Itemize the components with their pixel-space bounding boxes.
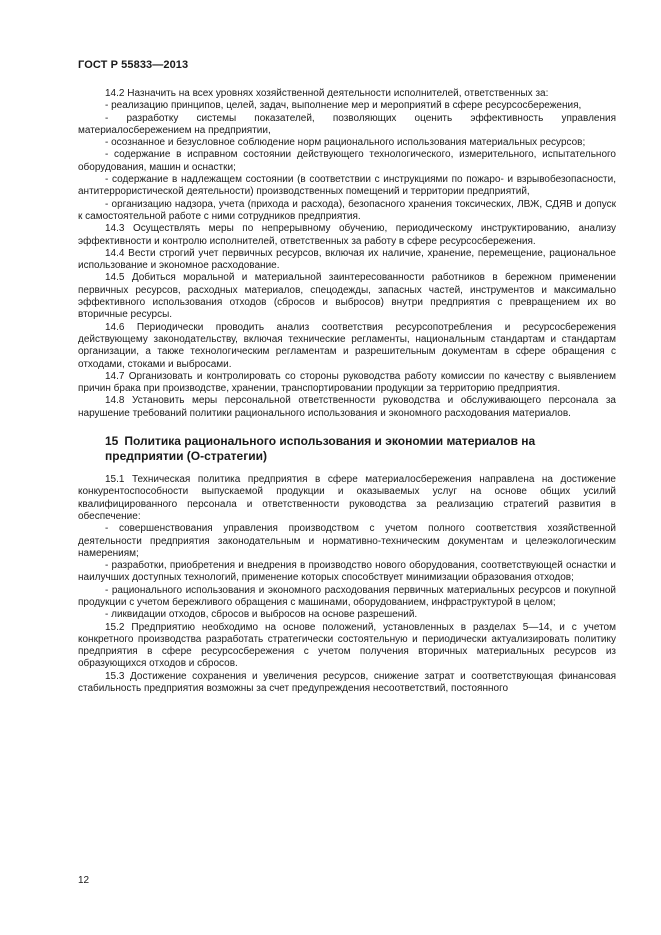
list-item: - рационального использования и экономного расходования первичных материальных ресурсов и покупной продукции с учетом бережливого обращения с машинами, оборудованием, инфраструктурой в целом; <box>78 584 616 608</box>
paragraph-14-6: 14.6 Периодически проводить анализ соответствия ресурсопотребления и ресурсосбережения действующему законодательству, включая технические регламенты, национальным стандартам и стандартам организации, а также технологическим регламентам и разрешительным документам в сфере обращения с отходами, стоками и выбросами. <box>78 321 616 370</box>
list-item: - реализацию принципов, целей, задач, выполнение мер и мероприятий в сфере ресурсосбережения, <box>105 100 582 112</box>
list-item: - разработки, приобретения и внедрения в производство нового оборудования, соответствующей оснастки и наилучших доступных технологий, применение которых способствует минимизации образования отходов; <box>78 560 616 584</box>
paragraph-14-4: 14.4 Вести строгий учет первичных ресурсов, включая их наличие, хранение, перемещение, рациональное использование и экономное расходование. <box>78 247 616 272</box>
paragraph-15-1: 15.1 Техническая политика предприятия в сфере материалосбережения направлена на достижение конкурентоспособности выпускаемой продукции и оказываемых услуг на основе общих усилий квалифицированного персонала и ответственности руководства за реализацию стратегий развития в обеспечение: <box>78 474 616 522</box>
paragraph-14-2: 14.2 Назначить на всех уровнях хозяйственной деятельности исполнителей, ответственных за: <box>105 88 549 99</box>
document-header: ГОСТ Р 55833—2013 <box>78 59 189 71</box>
list-item: - осознанное и безусловное соблюдение норм рационального использования материальных ресурсов; <box>105 137 586 149</box>
section-number: 15 <box>105 434 119 449</box>
list-item: - совершенствования управления производством с учетом полного соответствия хозяйственной деятельности предприятия законодательным и нормативно-техническим документам и целеэкологическим намерениям; <box>78 523 616 559</box>
list-item: - организацию надзора, учета (прихода и расхода), безопасного хранения токсических, ЛВЖ, СДЯВ и допуск к самостоятельной работе с ними сотрудников предприятия. <box>78 198 616 222</box>
paragraph-14-5: 14.5 Добиться моральной и материальной заинтересованности работников в бережном применении первичных ресурсов, расходных материалов, спецодежды, запасных частей, инструментов и максимально эффективного использования отходов (сбросов и выбросов) внутри предприятия с превращением их во вторичные ресурсы. <box>78 272 616 321</box>
paragraph-14-3: 14.3 Осуществлять меры по непрерывному обучению, периодическому инструктированию, анализу эффективности и контролю исполнителей, ответственных за работу в сфере ресурсосбережения. <box>78 223 616 247</box>
section-15-heading <box>78 434 616 464</box>
paragraph-15-2: 15.2 Предприятию необходимо на основе положений, установленных в разделах 5—14, и с учетом конкретного производства разработать стратегически состоятельную и периодически актуализировать политику предприятия в сфере ресурсосбережения с учетом получения вторичных материальных ресурсов из образующихся отходов и сбросов. <box>78 621 616 670</box>
document-body <box>78 88 616 695</box>
page-number: 12 <box>78 875 90 886</box>
list-item: - содержание в исправном состоянии действующего технологического, измерительного, испытательного оборудования, машин и оснастки; <box>78 149 616 173</box>
list-item: - содержание в надлежащем состоянии (в соответствии с инструкциями по пожаро- и взрывобезопасности, антитеррористической деятельности) производственных помещений и территории предприятий, <box>78 174 616 198</box>
section-title: Политика рационального использования и экономии материалов на предприятии (О-стратегии) <box>105 434 536 464</box>
list-item: - разработку системы показателей, позволяющих оценить эффективность управления материалосбережением на предприятии, <box>78 112 616 136</box>
paragraph-14-7: 14.7 Организовать и контролировать со стороны руководства работу комиссии по качеству с выявлением причин брака при производстве, хранении, транспортировании продукции за территорию предприятия. <box>78 370 616 395</box>
paragraph-15-3: 15.3 Достижение сохранения и увеличения ресурсов, снижение затрат и соответствующая финансовая стабильность предприятия возможны за счет предупреждения несоответствий, постоянного <box>78 670 616 695</box>
paragraph-14-8: 14.8 Установить меры персональной ответственности руководства и обслуживающего персонала за нарушение требований политики рационального использования и экономного расходования материалов. <box>78 395 616 419</box>
list-item: - ликвидации отходов, сбросов и выбросов на основе разрешений. <box>105 609 418 621</box>
